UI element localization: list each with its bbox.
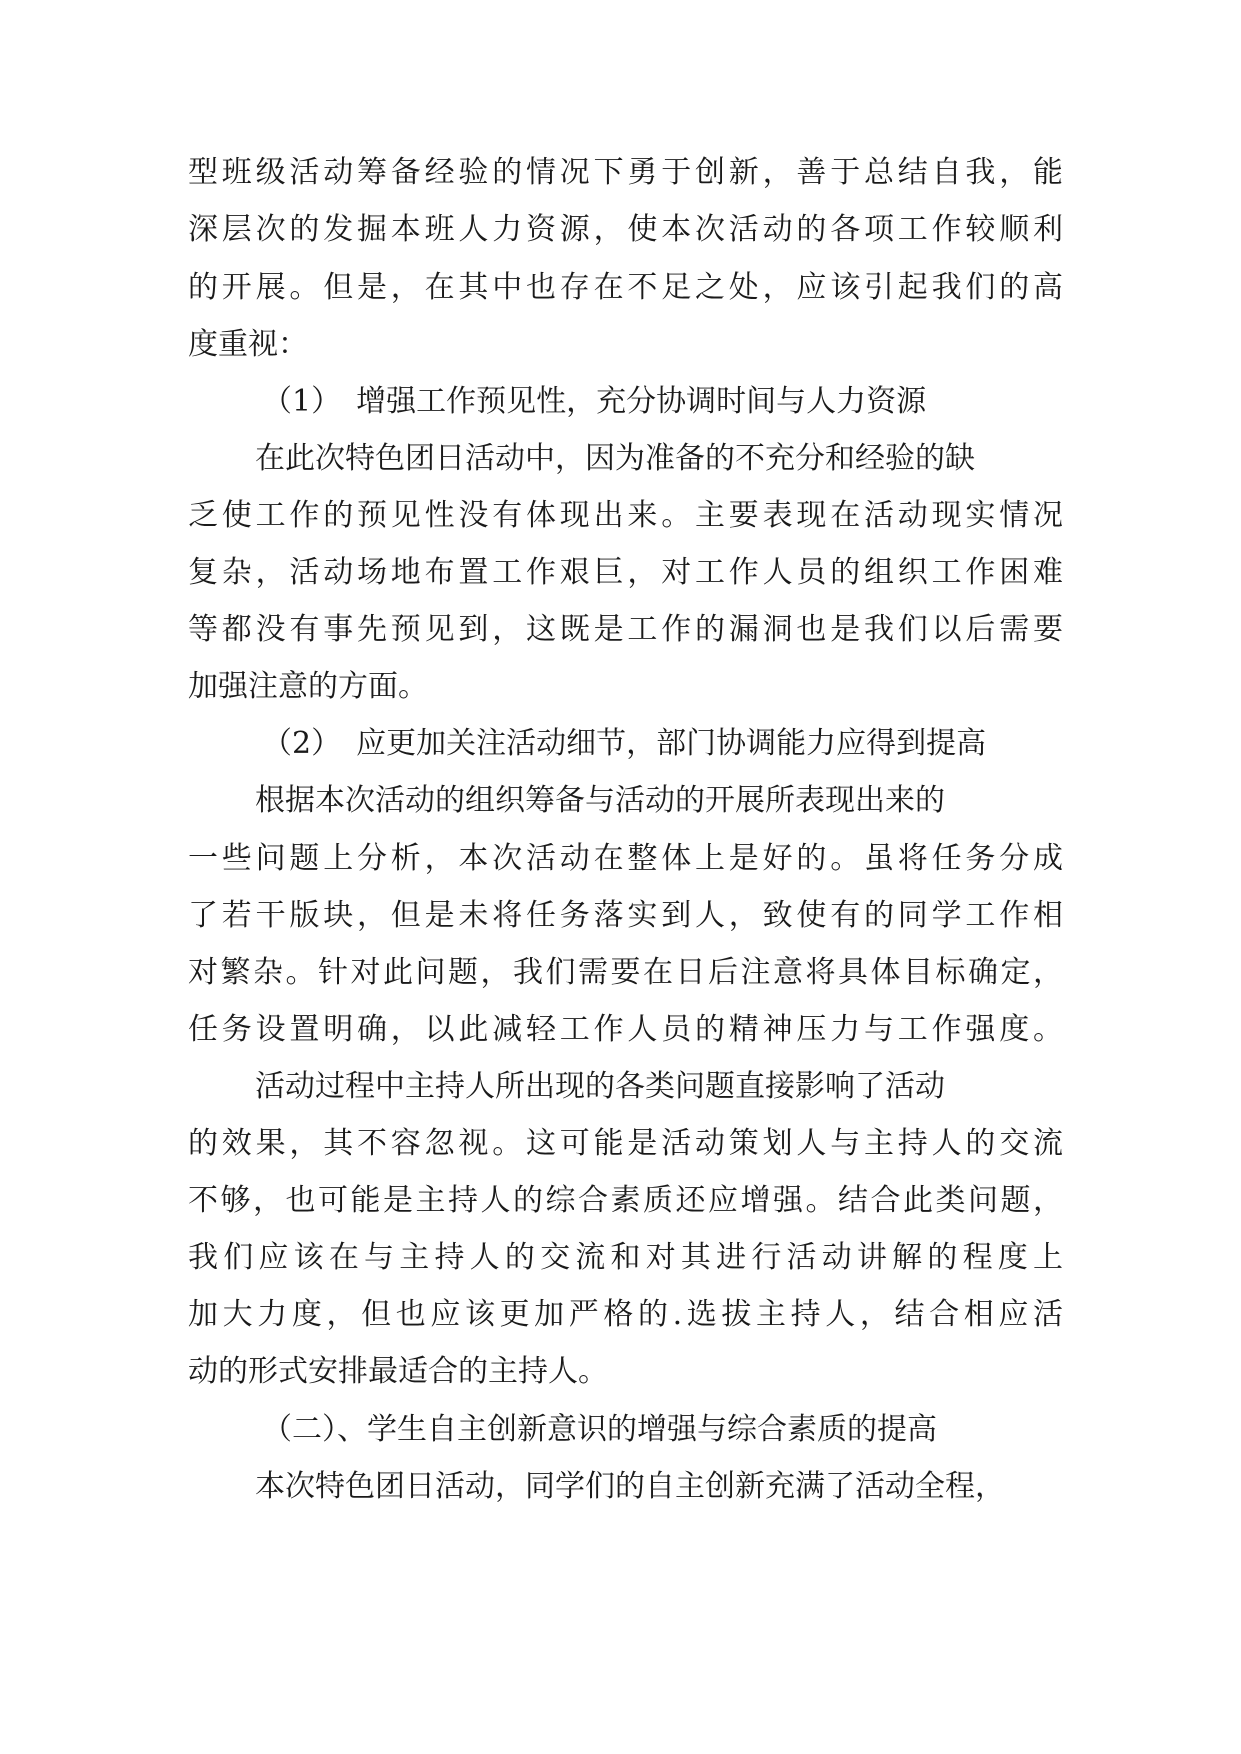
paragraph-line: 本次特色团日活动，同学们的自主创新充满了活动全程， <box>255 1469 1005 1504</box>
paragraph-line: 复杂，活动场地布置工作艰巨，对工作人员的组织工作困难 <box>188 555 1063 590</box>
paragraph-line: 一些问题上分析，本次活动在整体上是好的。虽将任务分成 <box>188 841 1063 876</box>
paragraph-line: 了若干版块，但是未将任务落实到人，致使有的同学工作相 <box>188 898 1063 933</box>
section-heading: （1） 增强工作预见性，充分协调时间与人力资源 <box>262 384 927 419</box>
paragraph-line: 型班级活动筹备经验的情况下勇于创新，善于总结自我，能 <box>188 155 1063 190</box>
paragraph-line: 加大力度，但也应该更加严格的.选拔主持人，结合相应活 <box>188 1297 1063 1332</box>
paragraph-line: 的开展。但是，在其中也存在不足之处，应该引起我们的高 <box>188 270 1063 305</box>
paragraph-line: 的效果，其不容忽视。这可能是活动策划人与主持人的交流 <box>188 1126 1063 1161</box>
paragraph-line: 深层次的发掘本班人力资源，使本次活动的各项工作较顺利 <box>188 212 1063 247</box>
paragraph-line: 不够，也可能是主持人的综合素质还应增强。结合此类问题， <box>188 1183 1063 1218</box>
paragraph-line: 度重视： <box>188 327 308 362</box>
paragraph-line: 乏使工作的预见性没有体现出来。主要表现在活动现实情况 <box>188 498 1063 533</box>
paragraph-line: 我们应该在与主持人的交流和对其进行活动讲解的程度上 <box>188 1240 1063 1275</box>
paragraph-line: 根据本次活动的组织筹备与活动的开展所表现出来的 <box>255 783 945 818</box>
section-heading: （2） 应更加关注活动细节，部门协调能力应得到提高 <box>262 726 987 761</box>
paragraph-line: 对繁杂。针对此问题，我们需要在日后注意将具体目标确定， <box>188 955 1063 990</box>
paragraph-line: 活动过程中主持人所出现的各类问题直接影响了活动 <box>255 1069 945 1104</box>
paragraph-line: 任务设置明确，以此减轻工作人员的精神压力与工作强度。 <box>188 1012 1063 1047</box>
paragraph-line: 加强注意的方面。 <box>188 669 428 704</box>
paragraph-line: 在此次特色团日活动中，因为准备的不充分和经验的缺 <box>255 441 975 476</box>
paragraph-line: 动的形式安排最适合的主持人。 <box>188 1354 608 1389</box>
paragraph-line: 等都没有事先预见到，这既是工作的漏洞也是我们以后需要 <box>188 612 1063 647</box>
section-heading: （二）、学生自主创新意识的增强与综合素质的提高 <box>262 1412 937 1447</box>
